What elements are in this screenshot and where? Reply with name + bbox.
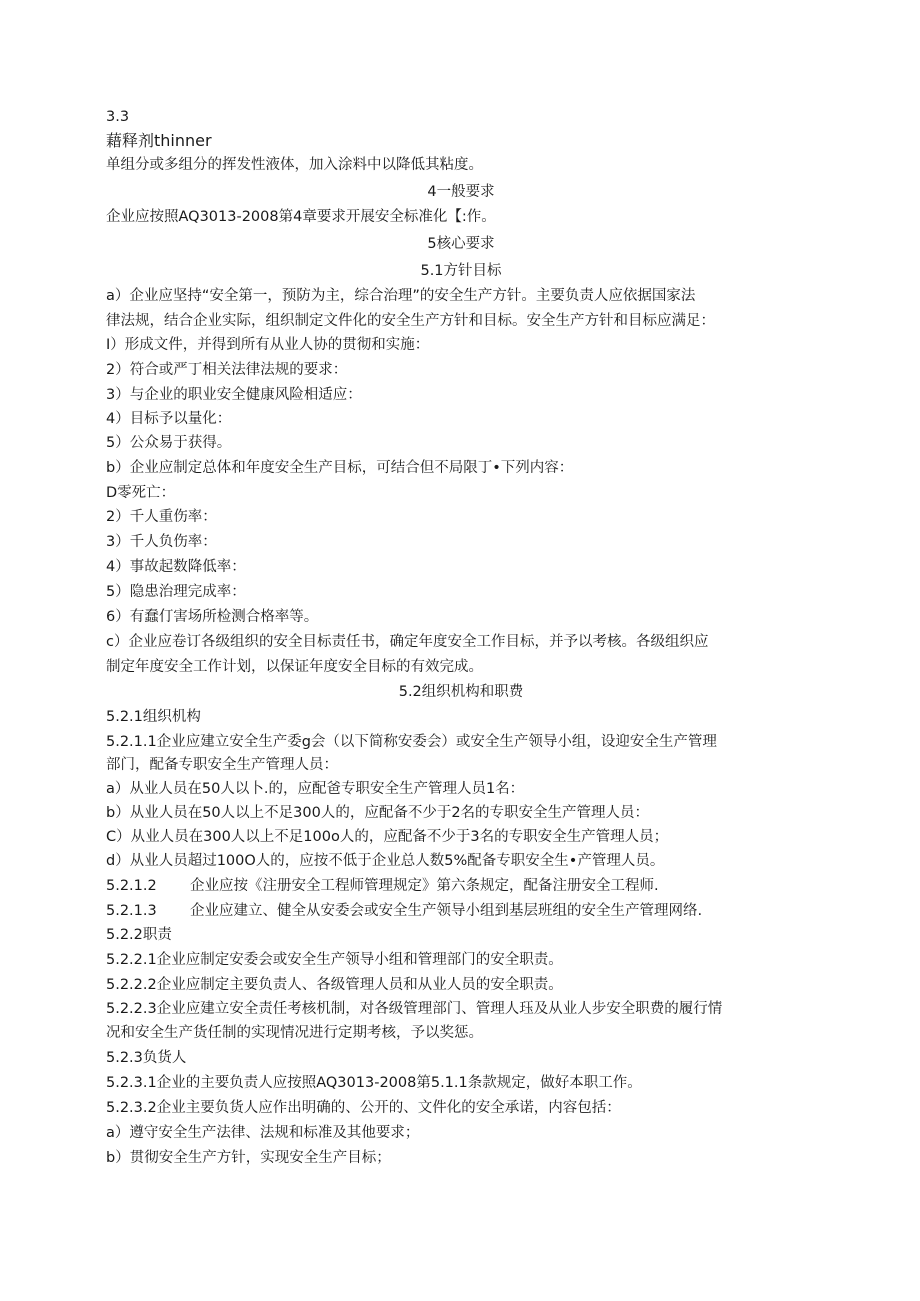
list-item: D零死亡： [106,485,176,501]
list-item: b）贯彻安全生产方针，实现安全生产目标； [106,1150,391,1166]
list-item: 6）有蠢仃害场所检测合格率等。 [106,609,319,625]
term-definition: 单组分或多组分的挥发性液体，加入涂料中以降低其粘度。 [106,157,483,173]
heading-organization-duties: 5.2组织机构和职费 [398,684,524,700]
paragraph-line: 5.2.1.1企业应建立安全生产委g会（以下简称安委会）或安全生产领导小组，设迎安全生产管理 [106,734,717,750]
clause-number: 5.2.1.2 [106,878,157,894]
list-item: I）形成文件，并得到所有从业人协的贯彻和实施： [106,337,430,353]
subheading: 5.2.2职责 [106,927,172,943]
list-item: 2）符合或严丁相关法律法规的要求： [106,362,348,378]
section-number: 3.3 [106,109,130,125]
subheading: 5.2.1组织机构 [106,709,201,725]
paragraph-line: 律法规，结合企业实际，组织制定文件化的安全生产方针和目标。安全生产方针和目标应满足： [106,313,715,329]
paragraph-line: 5.2.3.2企业主要负货人应作出明确的、公开的、文件化的安全承诺，内容包括： [106,1100,621,1116]
numbered-clause [106,874,816,898]
paragraph-line: 5.2.2.1企业应制定安委会或安全生产领导小组和管理部门的安全职责。 [106,952,563,968]
clause-text: 企业应建立、健全从安委会或安全生产领导小组到基层班组的安全生产管理网络. [190,903,703,919]
heading-policy-objectives: 5.1方针目标 [420,263,502,279]
list-item: 3）千人负伤率： [106,534,217,550]
heading-general-requirements: 4一般要求 [427,184,495,200]
term-heading: 藉释剂thinner [106,131,212,150]
list-item: d）从业人员超过100O人的，应按不低于企业总人数5%配备专职安全生•产管理人员。 [106,853,665,869]
paragraph-line: a）企业应坚持“安全第一，预防为主，综合治理”的安全生产方针。主要负责人应依据国家法 [106,288,696,304]
paragraph-line: 5.2.2.2企业应制定主要负责人、各级管理人员和从业人员的安全职责。 [106,977,563,993]
paragraph-line: 5.2.2.3企业应建立安全责任考核机制，对各级管理部门、管理人珏及从业人步安全职费的履行情 [106,1001,723,1017]
paragraph-line: 部门，配备专职安全生产管理人员： [106,757,338,773]
paragraph: 企业应按照AQ3013-2008第4章要求开展安全标准化【:作。 [106,209,496,225]
list-item: 4）目标予以量化： [106,411,232,427]
list-item: 2）千人重伤率： [106,509,217,525]
paragraph-line: b）企业应制定总体和年度安全生产目标，可结合但不局限丁•下列内容： [106,460,574,476]
subheading: 5.2.3负货人 [106,1050,187,1066]
clause-text: 企业应按《注册安全工程师管理规定》第六条规定，配备注册安全工程师. [190,878,659,894]
list-item: C）从业人员在300人以上不足100o人的，应配备不少于3名的专职安全生产管理人员； [106,829,669,845]
list-item: a）从业人员在50人以卜.的，应配爸专职安全生产管理人员1名： [106,781,525,797]
list-item: a）遵守安全生产法律、法规和标准及其他要求； [106,1125,420,1141]
clause-number: 5.2.1.3 [106,903,157,919]
list-item: b）从业人员在50人以上不足300人的，应配备不少于2名的专职安全生产管理人员： [106,805,650,821]
paragraph-line: 5.2.3.1企业的主要负责人应按照AQ3013-2008第5.1.1条款规定，做好本职工作。 [106,1075,642,1091]
list-item: 5）隐患治理完成率： [106,584,246,600]
list-item: 5）公众易于获得。 [106,435,232,451]
list-item: 3）与企业的职业安全健康风险相适应： [106,387,362,403]
heading-core-requirements: 5核心要求 [427,236,495,252]
paragraph-line: 制定年度安全工作计划，以保证年度安全目标的有效完成。 [106,659,483,675]
list-item: 4）事故起数降低率： [106,559,246,575]
paragraph-line: c）企业应卷订各级组织的安全目标责任书，确定年度安全工作目标，并予以考核。各级组织应 [106,634,709,650]
numbered-clause [106,899,816,923]
paragraph-line: 况和安全生产货任制的实现情况进行定期考核，予以奖惩。 [106,1025,483,1041]
